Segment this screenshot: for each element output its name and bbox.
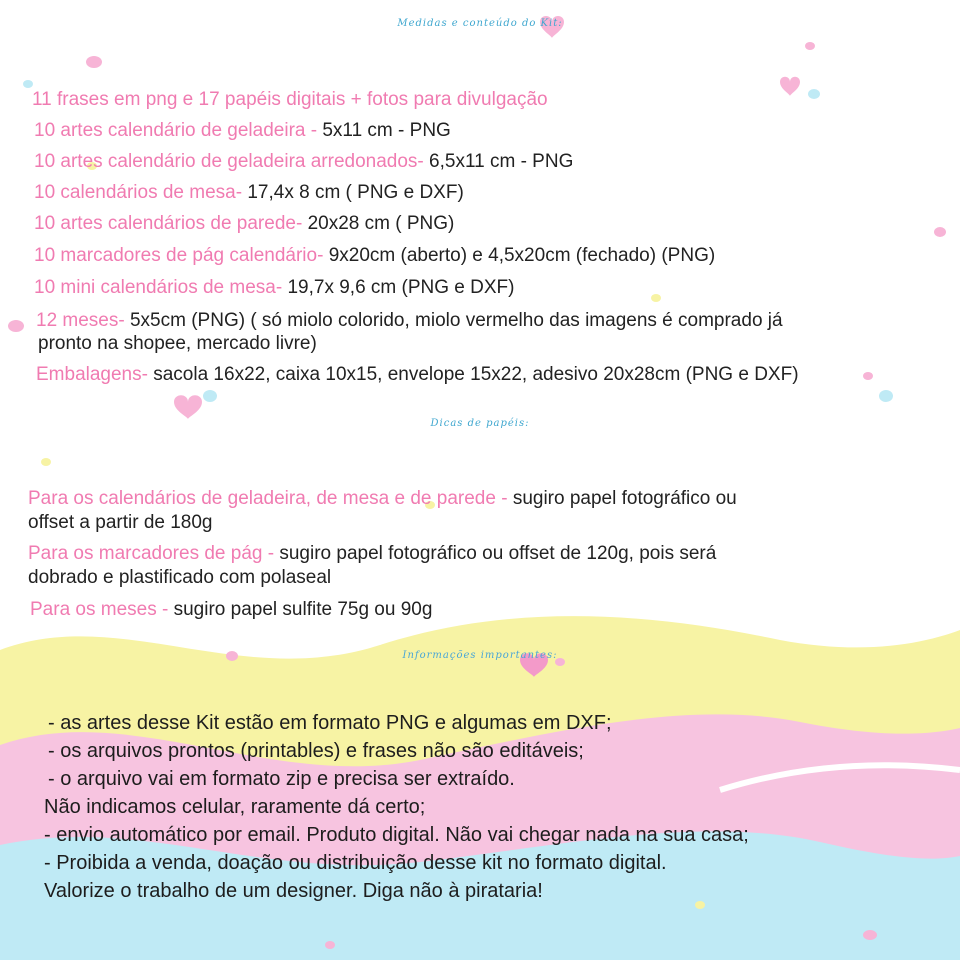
- medidas-item-1: [32, 88, 548, 112]
- confetti-dot: [23, 80, 33, 88]
- medidas-item-3-label: 10 artes calendário de geladeira arredonados-: [34, 151, 430, 172]
- medidas-item-4-value: 17,4x 8 cm ( PNG e DXF): [247, 182, 464, 203]
- confetti-dot: [86, 56, 102, 68]
- dicas-tip-2-continued: [28, 566, 331, 590]
- confetti-dot: [8, 320, 24, 332]
- medidas-item-9: [36, 363, 799, 387]
- medidas-item-6-value: 9x20cm (aberto) e 4,5x20cm (fechado) (PNG): [328, 245, 716, 266]
- medidas-item-8-continued: [38, 332, 317, 356]
- medidas-item-4: [34, 181, 464, 205]
- dicas-tip-1: [28, 487, 737, 511]
- confetti-dot: [41, 458, 51, 466]
- medidas-item-3-value: 6,5x11 cm - PNG: [429, 151, 574, 172]
- info-line-6: - Proibida a venda, doação ou distribuição desse kit no formato digital.: [44, 852, 667, 874]
- medidas-item-6: [34, 244, 715, 268]
- confetti-dot: [808, 89, 820, 99]
- confetti-dot: [651, 294, 661, 302]
- title-dicas: Dicas de papéis:: [430, 418, 530, 429]
- confetti-dot: [879, 390, 893, 402]
- medidas-item-2-label: 10 artes calendário de geladeira -: [34, 120, 323, 141]
- dicas-tip-2-label: Para os marcadores de pág -: [28, 543, 280, 564]
- dicas-tip-2: [28, 542, 716, 566]
- dicas-tip-2-value-line2: dobrado e plastificado com polaseal: [28, 567, 332, 588]
- info-line-3: - o arquivo vai em formato zip e precisa ser extraído.: [48, 768, 515, 790]
- confetti-dot: [863, 372, 873, 380]
- dicas-tip-1-label: Para os calendários de geladeira, de mesa e de parede -: [28, 488, 513, 509]
- info-line-2: - os arquivos prontos (printables) e frases não são editáveis;: [48, 740, 584, 762]
- medidas-item-2-value: 5x11 cm - PNG: [322, 120, 451, 141]
- confetti-dot: [805, 42, 815, 50]
- dicas-tip-3-value: sugiro papel sulfite 75g ou 90g: [173, 599, 433, 620]
- info-line-4: Não indicamos celular, raramente dá certo;: [44, 796, 426, 818]
- medidas-item-8-value-line1: 5x5cm (PNG) ( só miolo colorido, miolo vermelho das imagens é comprado já: [129, 310, 783, 331]
- confetti-dot: [203, 390, 217, 402]
- medidas-item-7: [34, 276, 514, 300]
- dicas-tip-1-value-line2: offset a partir de 180g: [28, 512, 213, 533]
- medidas-item-9-value: sacola 16x22, caixa 10x15, envelope 15x22, adesivo 20x28cm (PNG e DXF): [153, 364, 799, 385]
- medidas-item-5: [34, 212, 454, 236]
- medidas-item-4-label: 10 calendários de mesa-: [34, 182, 248, 203]
- medidas-item-5-value: 20x28 cm ( PNG): [307, 213, 455, 234]
- medidas-item-1-text: 11 frases em png e 17 papéis digitais + fotos para divulgação: [32, 89, 548, 110]
- dicas-tip-1-continued: [28, 511, 213, 535]
- medidas-item-7-label: 10 mini calendários de mesa-: [34, 277, 288, 298]
- confetti-dot: [325, 941, 335, 949]
- dicas-tip-1-value-line1: sugiro papel fotográfico ou: [512, 488, 737, 509]
- info-line-7: Valorize o trabalho de um designer. Diga não à pirataria!: [44, 880, 543, 902]
- medidas-item-2: [34, 119, 451, 143]
- medidas-item-8-label: 12 meses-: [36, 310, 130, 331]
- info-line-1: - as artes desse Kit estão em formato PNG e algumas em DXF;: [48, 712, 612, 734]
- medidas-item-6-label: 10 marcadores de pág calendário-: [34, 245, 329, 266]
- title-medidas: Medidas e conteúdo do Kit:: [397, 18, 563, 29]
- dicas-tip-3-label: Para os meses -: [30, 599, 174, 620]
- dicas-tip-2-value-line1: sugiro papel fotográfico ou offset de 120g, pois será: [279, 543, 717, 564]
- medidas-item-8-value-line2: pronto na shopee, mercado livre): [38, 333, 317, 354]
- medidas-item-9-label: Embalagens-: [36, 364, 154, 385]
- confetti-dot: [695, 901, 705, 909]
- heart-icon: [174, 395, 202, 419]
- confetti-dot: [863, 930, 877, 940]
- confetti-dot: [934, 227, 946, 237]
- medidas-item-5-label: 10 artes calendários de parede-: [34, 213, 308, 234]
- heart-icon: [780, 77, 800, 96]
- medidas-item-7-value: 19,7x 9,6 cm (PNG e DXF): [287, 277, 515, 298]
- dicas-tip-3: [30, 598, 432, 622]
- info-line-5: - envio automático por email. Produto digital. Não vai chegar nada na sua casa;: [44, 824, 749, 846]
- title-informacoes: Informações importantes:: [402, 650, 558, 661]
- medidas-item-3: [34, 150, 573, 174]
- medidas-item-8: [36, 309, 783, 333]
